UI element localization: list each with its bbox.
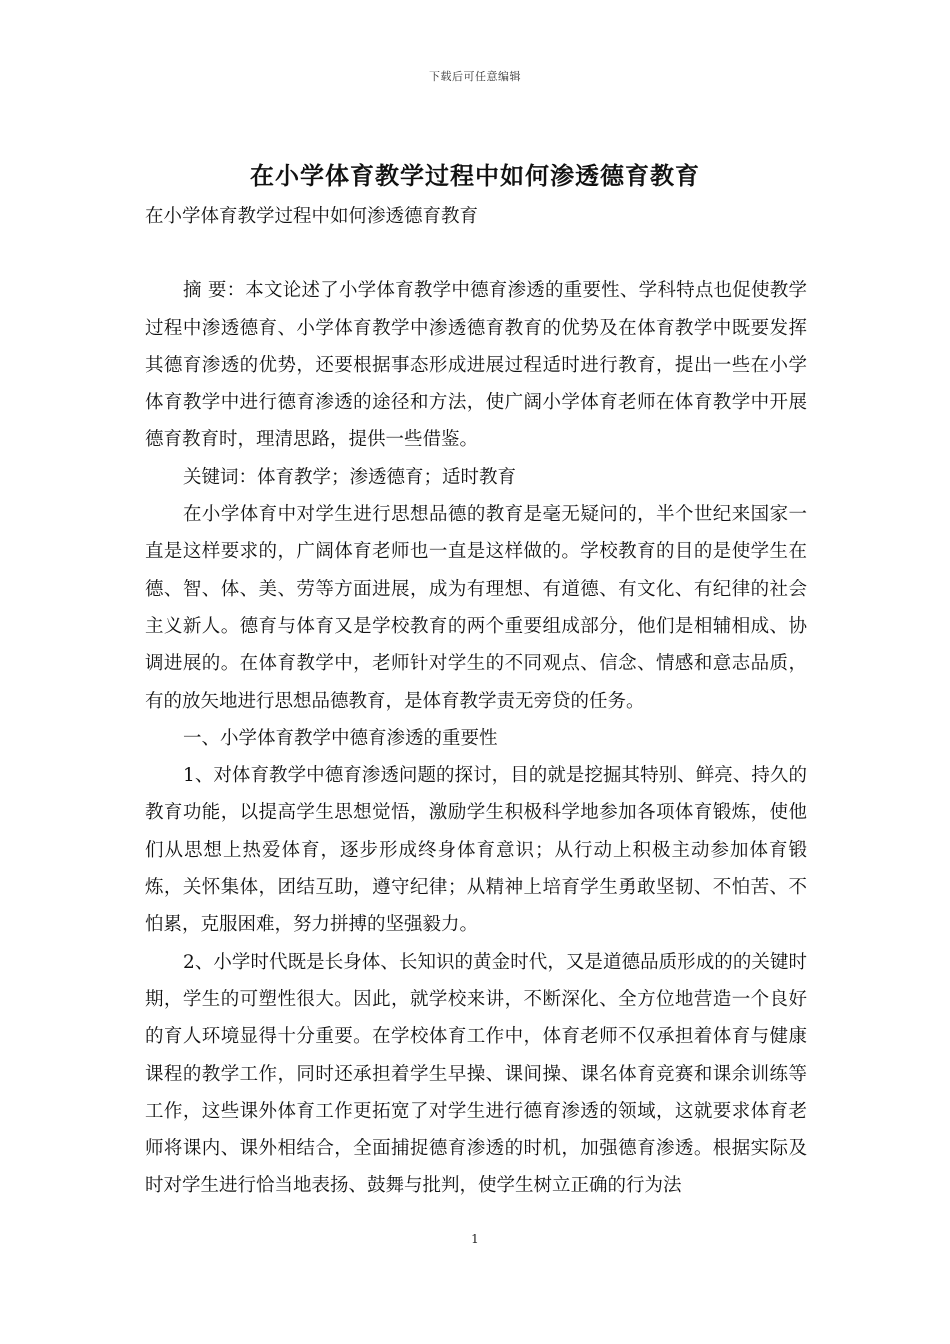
keywords-paragraph: 关键词：体育教学；渗透德育；适时教育 (183, 466, 517, 488)
header-note: 下载后可任意编辑 (429, 70, 521, 83)
abstract-paragraph: 摘 要：本文论述了小学体育教学中德育渗透的重要性、学科特点也促使教学过程中渗透德育、小学体育教学中渗透德育教育的优势及在体育教学中既要发挥其德育渗透的优势，还要根据事态形成进展过程适时进行教育，提出一些在小学体育教学中进行德育渗透的途径和方法，使广阔小学体育老师在体育教学中开展德育教育时，理清思路，提供一些借鉴。 (145, 280, 807, 451)
body-paragraph: 2、小学时代既是长身体、长知识的黄金时代，又是道德品质形成的的关键时期，学生的可塑性很大。因此，就学校来讲，不断深化、全方位地营造一个良好的育人环境显得十分重要。在学校体育工作中，体育老师不仅承担着体育与健康课程的教学工作，同时还承担着学生早操、课间操、课名体育竞赛和课余训练等工作，这些课外体育工作更拓宽了对学生进行德育渗透的领域，这就要求体育老师将课内、课外相结合，全面捕捉德育渗透的时机，加强德育渗透。根据实际及时对学生进行恰当地表扬、鼓舞与批判，使学生树立正确的行为法 (145, 951, 807, 1197)
section-heading: 一、小学体育教学中德育渗透的重要性 (183, 727, 498, 749)
document-body (145, 198, 807, 1205)
document-subtitle: 在小学体育教学过程中如何渗透德育教育 (145, 206, 479, 227)
intro-paragraph: 在小学体育中对学生进行思想品德的教育是毫无疑问的，半个世纪来国家一直是这样要求的，广阔体育老师也一直是这样做的。学校教育的目的是使学生在德、智、体、美、劳等方面进展，成为有理想、有道德、有文化、有纪律的社会主义新人。德育与体育又是学校教育的两个重要组成部分，他们是相辅相成、协调进展的。在体育教学中，老师针对学生的不同观点、信念、情感和意志品质，有的放矢地进行思想品德教育，是体育教学责无旁贷的任务。 (145, 504, 807, 712)
page-number: 1 (471, 1232, 479, 1246)
body-paragraph: 1、对体育教学中德育渗透问题的探讨，目的就是挖掘其特别、鲜亮、持久的教育功能，以提高学生思想觉悟，激励学生积极科学地参加各项体育锻炼，使他们从思想上热爱体育，逐步形成终身体育意识；从行动上积极主动参加体育锻炼，关怀集体，团结互助，遵守纪律；从精神上培育学生勇敢坚韧、不怕苦、不怕累，克服困难，努力拼搏的坚强毅力。 (145, 765, 807, 936)
document-title: 在小学体育教学过程中如何渗透德育教育 (250, 161, 700, 190)
